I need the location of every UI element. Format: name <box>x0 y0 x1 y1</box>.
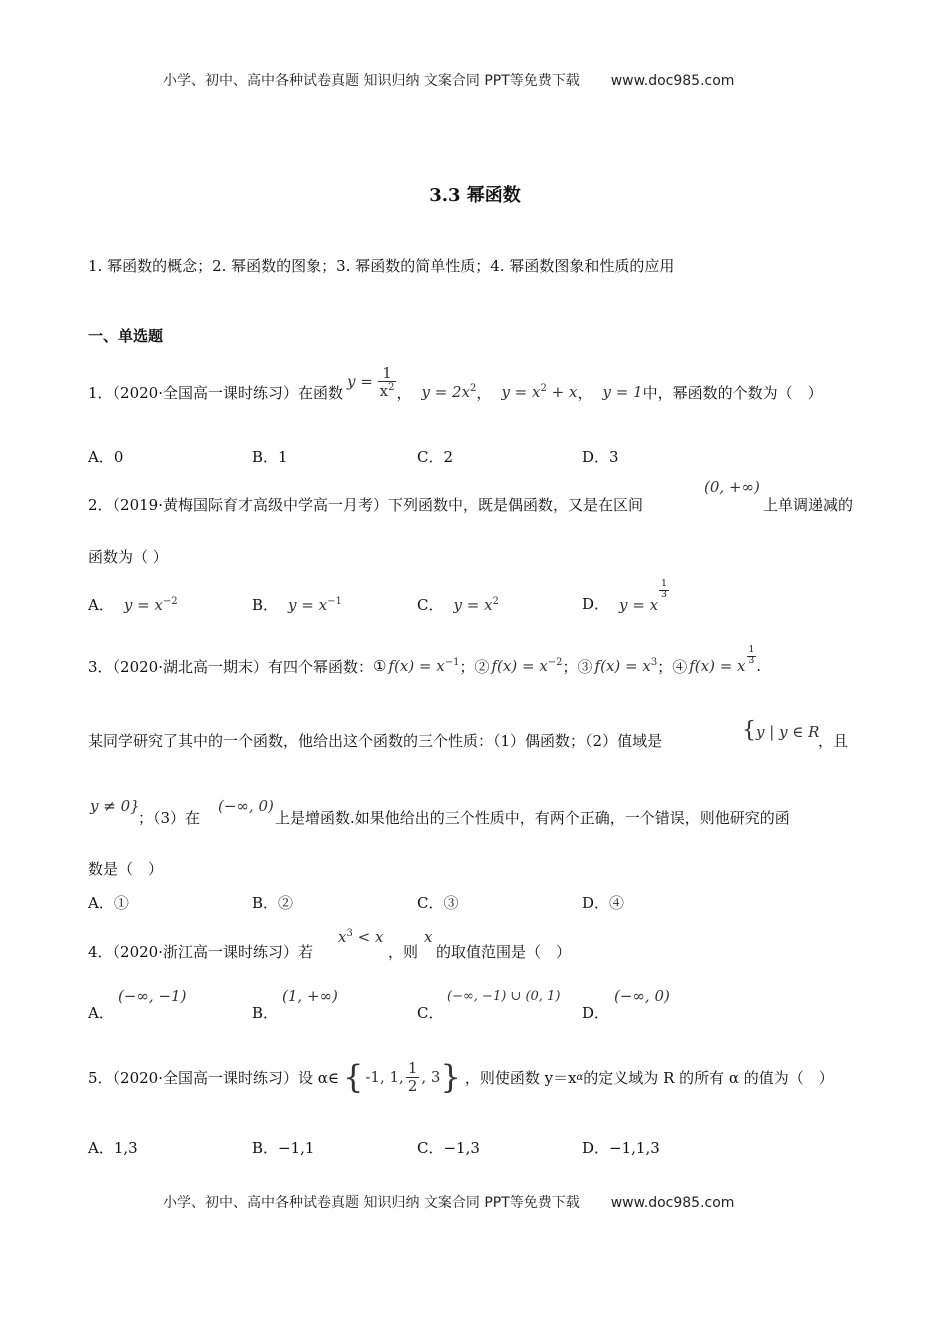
q3-stem-line2-end: ，且 <box>818 732 849 750</box>
q3-range-set: {y | y ∈ R <box>742 718 820 743</box>
q1-option-b[interactable]: B．1 <box>252 448 288 466</box>
section-heading: 一、单选题 <box>88 327 164 345</box>
question-1 <box>88 362 823 422</box>
q3-option-c[interactable]: C．③ <box>417 894 459 912</box>
q4-stem-end: 的取值范围是（ ） <box>436 943 572 961</box>
q3-stem-line2: 某同学研究了其中的一个函数，他给出这个函数的三个性质：（1）偶函数；（2）值域是 <box>88 732 663 750</box>
q4-option-d-label[interactable]: D． <box>582 1004 610 1022</box>
q4-option-d[interactable]: (−∞, 0) <box>614 987 670 1005</box>
page-footer <box>163 1192 734 1212</box>
q1-sep-3: ， <box>577 383 593 402</box>
q4-stem-mid: ，则 <box>388 943 419 961</box>
footer-text: 小学、初中、高中各种试卷真题 知识归纳 文案合同 PPT等免费下载 <box>163 1195 580 1211</box>
q3-stem-line3a: ；（3）在 <box>138 809 201 827</box>
header-url[interactable]: www.doc985.com <box>610 73 735 89</box>
q2-option-d[interactable]: D． y = x $\frac{1}{3}$ <box>582 579 667 614</box>
page-title: 3.3 幂函数 <box>429 185 521 206</box>
q1-func-4: y = 1 <box>602 383 643 401</box>
q5-option-d[interactable]: D．−1,1,3 <box>582 1139 660 1157</box>
q1-option-a[interactable]: A．0 <box>88 448 124 466</box>
q1-sep-2: ， <box>476 383 492 402</box>
q2-stem: 2．（2019·黄梅国际育才高级中学高一月考）下列函数中，既是偶函数，又是在区间 <box>88 496 643 514</box>
q5-set: { -1, 1, $\frac{1}{2}$ , 3 } <box>343 1058 461 1096</box>
q4-stem: 4．（2020·浙江高一课时练习）若 <box>88 943 313 961</box>
q4-option-c-label[interactable]: C． <box>417 1004 444 1022</box>
topics-line: 1. 幂函数的概念；2. 幂函数的图象；3. 幂函数的简单性质；4. 幂函数图象和性质的应用 <box>88 257 675 275</box>
q3-stem-line4: 数是（ ） <box>88 860 164 878</box>
q4-option-b-label[interactable]: B． <box>252 1004 279 1022</box>
q5-option-c[interactable]: C．−1,3 <box>417 1139 480 1157</box>
q2-stem-end: 上单调递减的 <box>763 496 854 514</box>
page-header <box>163 70 734 90</box>
q3-interval: (−∞, 0) <box>218 797 274 815</box>
q2-option-c[interactable]: C． $y = x^2$ <box>417 596 499 614</box>
q3-option-d[interactable]: D．④ <box>582 894 625 912</box>
q4-option-c[interactable]: (−∞, −1) ∪ (0, 1) <box>447 989 561 1004</box>
q4-option-a[interactable]: (−∞, −1) <box>118 987 187 1005</box>
q1-func-2: $y = 2x^2$ <box>421 383 477 401</box>
q2-option-a[interactable]: A． $y = x^{-2}$ <box>88 596 178 614</box>
q5-option-a[interactable]: A．1,3 <box>88 1139 138 1157</box>
q1-stem: 1．（2020·全国高一课时练习）在函数 <box>88 383 343 402</box>
q2-option-b[interactable]: B． $y = x^{-1}$ <box>252 596 342 614</box>
q5-stem: 5．（2020·全国高一课时练习）设 α∈ { -1, 1, $\frac{1}{2}$ , 3 } ，则使函数 y＝x α 的定义域为 R 的所有 α 的值为（ ） <box>88 1058 834 1096</box>
q1-option-c[interactable]: C．2 <box>417 448 454 466</box>
q4-inequality: $x^3 < x$ <box>338 928 384 946</box>
q4-option-b[interactable]: (1, +∞) <box>282 987 338 1005</box>
header-text: 小学、初中、高中各种试卷真题 知识归纳 文案合同 PPT等免费下载 <box>163 73 580 89</box>
q3-option-b[interactable]: B．② <box>252 894 294 912</box>
q1-suffix: 中，幂函数的个数为（ ） <box>642 383 823 402</box>
q3-range-set-end: y ≠ 0} <box>90 797 140 815</box>
q2-stem-line2: 函数为（ ） <box>88 548 168 566</box>
q1-func-1: y = $\frac{1}{x^2}$ <box>347 363 395 400</box>
q1-option-d[interactable]: D．3 <box>582 448 619 466</box>
q1-sep-1: ， <box>396 383 412 402</box>
q3-option-a[interactable]: A．① <box>88 894 129 912</box>
q1-func-3: $y = x^2 + x$ <box>501 383 578 401</box>
q2-interval: (0, +∞) <box>704 478 760 496</box>
q3-stem: 3．（2020·湖北高一期末）有四个幂函数： ① $f(x) = x^{-1}$ ；② $f(x) = x^{-2}$ ；③ $f(x) = x^3$ ；④ f(x) = x $\frac{1}{3}$ . <box>88 645 762 676</box>
footer-url[interactable]: www.doc985.com <box>610 1195 735 1211</box>
q4-var: x <box>424 928 433 946</box>
q3-stem-line3b: 上是增函数.如果他给出的三个性质中，有两个正确，一个错误，则他研究的函 <box>275 809 790 827</box>
q5-option-b[interactable]: B．−1,1 <box>252 1139 315 1157</box>
q4-option-a-label[interactable]: A． <box>88 1004 114 1022</box>
